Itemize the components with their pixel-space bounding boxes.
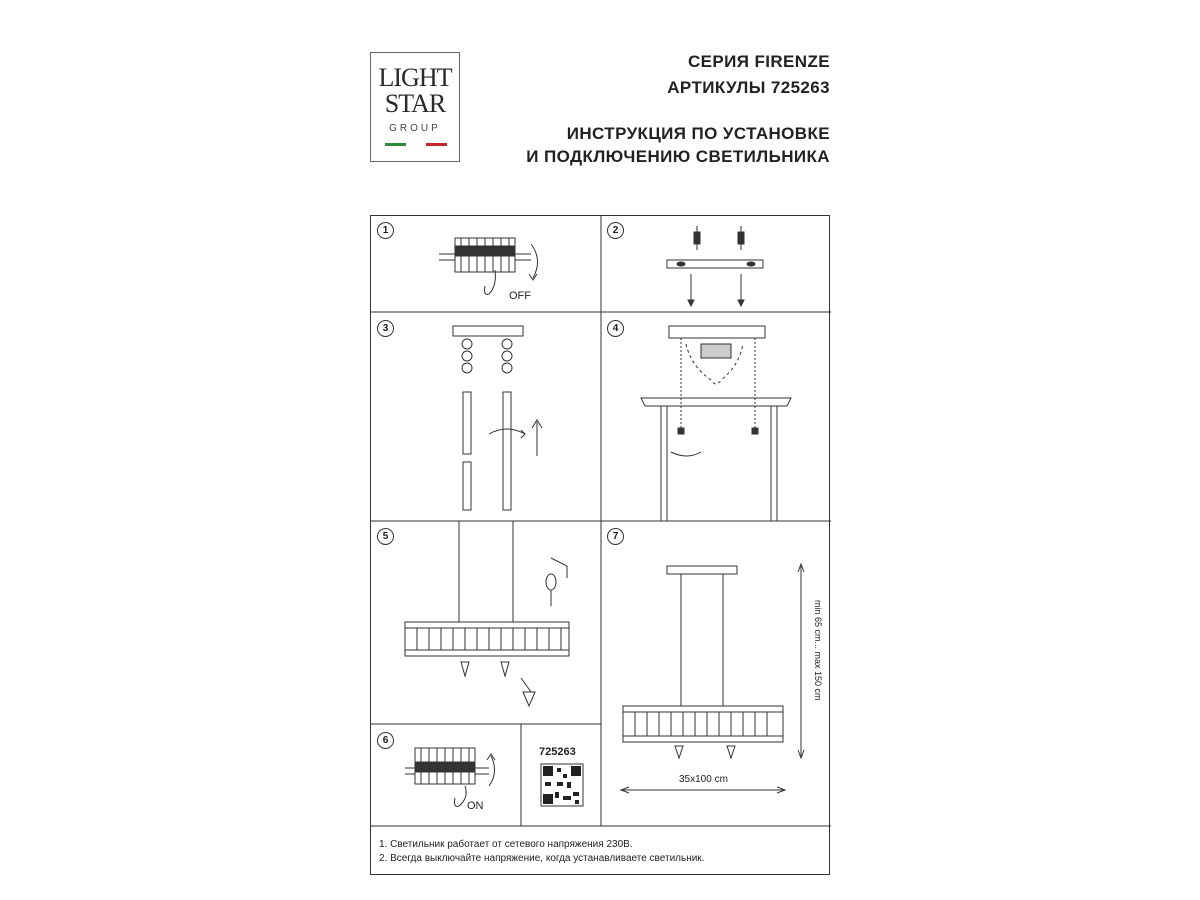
chandelier-bulb-illustration [405, 521, 569, 706]
step-6-number: 6 [377, 732, 394, 749]
step-3-number: 3 [377, 320, 394, 337]
step-5-number: 5 [377, 528, 394, 545]
rod-assembly-illustration [453, 326, 542, 510]
instruction-sheet [370, 215, 830, 875]
logo-line-3: GROUP [389, 123, 441, 134]
breaker-off-illustration [439, 238, 538, 294]
height-range-label: min 65 cm... max 150 cm [813, 600, 823, 701]
instruction-title-line-2: И ПОДКЛЮЧЕНИЮ СВЕТИЛЬНИКА [526, 147, 830, 166]
note-1: 1. Светильник работает от сетевого напряжения 230В. [379, 839, 633, 850]
note-2: 2. Всегда выключайте напряжение, когда устанавливаете светильник. [379, 853, 705, 864]
brand-logo [370, 52, 460, 162]
instruction-diagrams [371, 216, 831, 876]
italian-flag-stripe [385, 143, 447, 146]
logo-line-2: STAR [384, 89, 446, 118]
notes [379, 838, 704, 866]
logo-line-1: LIGHT [378, 63, 452, 92]
step-1-number: 1 [377, 222, 394, 239]
breaker-on-illustration [405, 748, 495, 806]
final-fixture-illustration [621, 564, 804, 793]
dimensions-label: 35x100 cm [679, 774, 728, 785]
off-label: OFF [509, 290, 531, 302]
series-title: СЕРИЯ FIRENZE [687, 52, 830, 71]
mounting-bracket-illustration [667, 226, 763, 306]
step-7-number: 7 [607, 528, 624, 545]
on-label: ON [467, 800, 484, 812]
article-number: АРТИКУЛЫ 725263 [667, 78, 830, 97]
canopy-wiring-illustration [641, 326, 791, 521]
step-4-number: 4 [607, 320, 624, 337]
instruction-title-line-1: ИНСТРУКЦИЯ ПО УСТАНОВКЕ [566, 124, 830, 143]
step-2-number: 2 [607, 222, 624, 239]
qr-code [541, 764, 583, 806]
product-code: 725263 [539, 746, 576, 758]
